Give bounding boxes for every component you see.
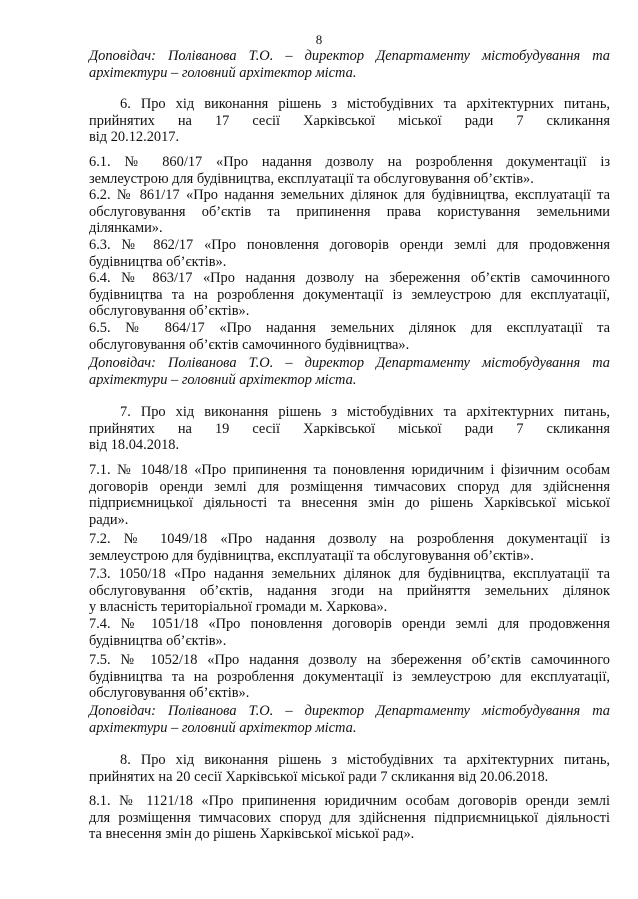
- text-line: 6.4. № 863/17 «Про надання дозволу на збереження об’єктів самочинного: [89, 270, 610, 286]
- text-line: Доповідач: Поліванова Т.О. – директор Департаменту містобудування та: [89, 48, 610, 64]
- text-line: 7. Про хід виконання рішень з містобудівних та архітектурних питань,: [120, 404, 610, 420]
- text-line: 6.3. № 862/17 «Про поновлення договорів оренди землі для продовження: [89, 237, 610, 253]
- text-line: ради».: [89, 511, 129, 528]
- section-7-speaker: [89, 703, 610, 736]
- text-line: 8.1. № 1121/18 «Про припинення юридичним особам договорів оренди землі: [89, 793, 610, 809]
- text-line: для розміщення тимчасових споруд для здійснення підприємницької діяльності: [89, 809, 610, 826]
- text-line: прийнятих на 17 сесії Харківської міської ради 7 скликання: [89, 112, 610, 129]
- section-6-heading: [89, 96, 610, 146]
- section-8-item-1: [89, 793, 610, 843]
- section-6-item-3: [89, 237, 610, 270]
- text-line: землеустрою для будівництва, експлуатації та обслуговування об’єктів».: [89, 547, 534, 564]
- section-7-heading: [89, 404, 610, 454]
- text-line: 7.1. № 1048/18 «Про припинення та поновлення юридичним і фізичним особам: [89, 462, 610, 478]
- text-line: обслуговування об’єктів та припинення права користування земельними: [89, 203, 610, 220]
- text-line: архітектури – головний архітектор міста.: [89, 719, 357, 736]
- text-line: будівництва об’єктів».: [89, 632, 227, 649]
- speaker-note-top: [89, 48, 610, 81]
- text-line: від 20.12.2017.: [89, 129, 180, 146]
- section-6-speaker: [89, 355, 610, 388]
- text-line: прийнятих на 20 сесії Харківської міської ради 7 скликання від 20.06.2018.: [89, 768, 549, 785]
- text-line: архітектури – головний архітектор міста.: [89, 371, 357, 388]
- text-line: обслуговування об’єктів».: [89, 303, 250, 320]
- text-line: 6.5. № 864/17 «Про надання земельних ділянок для експлуатації та: [89, 320, 610, 336]
- section-8-heading: [89, 752, 610, 785]
- text-line: 7.4. № 1051/18 «Про поновлення договорів оренди землі для продовження: [89, 616, 610, 632]
- text-line: обслуговування об’єктів, надання згоди на прийняття земельних ділянок: [89, 582, 610, 599]
- text-line: 7.2. № 1049/18 «Про надання дозволу на розроблення документації із: [89, 531, 610, 547]
- text-line: від 18.04.2018.: [89, 437, 180, 454]
- text-line: 7.5. № 1052/18 «Про надання дозволу на збереження об’єктів самочинного: [89, 652, 610, 668]
- section-7-item-4: [89, 616, 610, 649]
- text-line: та внесення змін до рішень Харківської міської рад».: [89, 826, 415, 843]
- text-line: архітектури – головний архітектор міста.: [89, 64, 357, 81]
- text-line: обслуговування об’єктів самочинного будівництва».: [89, 336, 410, 353]
- text-line: ділянками».: [89, 220, 163, 237]
- text-line: обслуговування об’єктів».: [89, 685, 250, 702]
- page-number: 8: [315, 32, 323, 47]
- text-line: будівництва та на розроблення документації із землеустрою для експлуатації,: [89, 286, 610, 303]
- text-line: Доповідач: Поліванова Т.О. – директор Департаменту містобудування та: [89, 703, 610, 719]
- text-line: землеустрою для будівництва, експлуатації та обслуговування об’єктів».: [89, 170, 534, 187]
- text-line: 6. Про хід виконання рішень з містобудівних та архітектурних питань,: [120, 96, 610, 112]
- section-6-item-2: [89, 187, 610, 237]
- section-6-item-4: [89, 270, 610, 320]
- section-7-item-1: [89, 462, 610, 528]
- text-line: 8. Про хід виконання рішень з містобудівних та архітектурних питань,: [120, 752, 610, 768]
- text-line: 6.1. № 860/17 «Про надання дозволу на розроблення документації із: [89, 154, 610, 170]
- text-line: будівництва об’єктів».: [89, 253, 227, 270]
- text-line: 6.2. № 861/17 «Про надання земельних ділянок для будівництва, експлуатації та: [89, 187, 610, 203]
- text-line: будівництва та на розроблення документації із землеустрою для експлуатації,: [89, 668, 610, 685]
- section-7-item-5: [89, 652, 610, 702]
- section-6-item-5: [89, 320, 610, 353]
- text-line: у власність територіальної громади м. Харкова».: [89, 599, 388, 616]
- text-line: 7.3. 1050/18 «Про надання земельних ділянок для будівництва, експлуатації та: [89, 566, 610, 582]
- text-line: підприємницької діяльності та внесення змін до рішень Харківської міської: [89, 495, 610, 512]
- text-line: договорів оренди землі для розміщення тимчасових споруд для здійснення: [89, 478, 610, 495]
- section-6-item-1: [89, 154, 610, 187]
- section-7-item-2: [89, 531, 610, 564]
- text-line: прийнятих на 19 сесії Харківської міської ради 7 скликання: [89, 420, 610, 437]
- section-7-item-3: [89, 566, 610, 616]
- text-line: Доповідач: Поліванова Т.О. – директор Департаменту містобудування та: [89, 355, 610, 371]
